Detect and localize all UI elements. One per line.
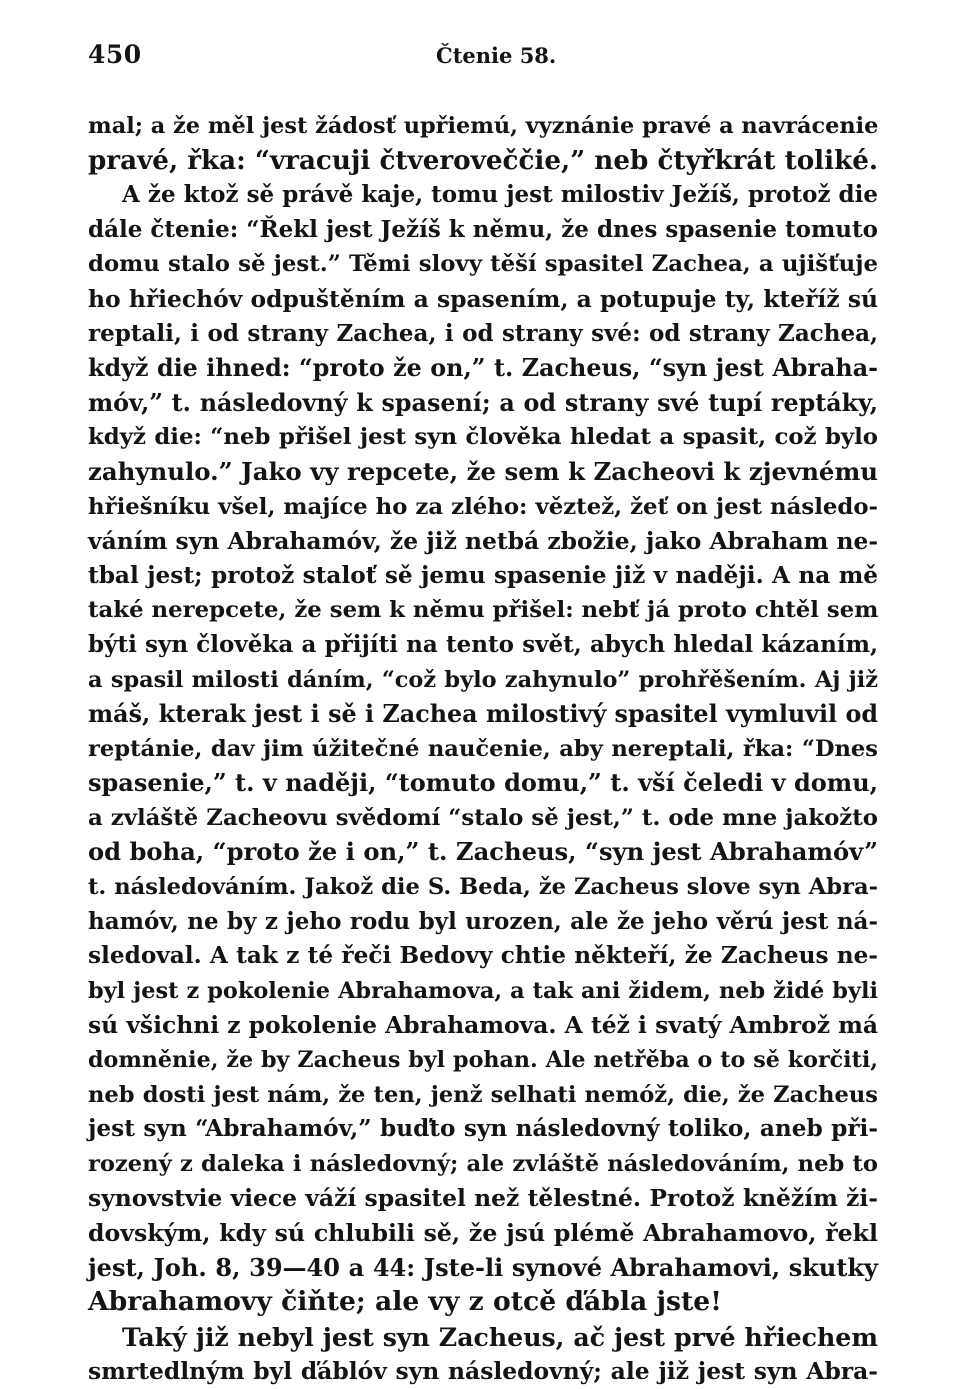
text-line: smrtedlným byl ďáblóv syn následovný; ale již jest syn Abra- <box>88 1357 878 1386</box>
text-line: hamóv, ne by z jeho rodu byl urozen, ale že jeho věrú jest ná- <box>88 907 878 935</box>
text-line: když die ihned: “proto že on,” t. Zacheus, “syn jest Abraha- <box>88 354 878 383</box>
text-line: Taký již nebyl jest syn Zacheus, ač jest prvé hřiechem <box>122 1321 878 1352</box>
text-line: synovstvie viece váží spasitel než tělestné. Protož kněžím ži- <box>88 1184 878 1213</box>
text-line: móv,” t. následovný k spasení; a od strany své tupí reptáky, <box>88 388 878 417</box>
text-line: reptánie, dav jim úžitečné naučenie, aby nereptali, řka: “Dnes <box>88 735 878 762</box>
text-line: A že ktož sě právě kaje, tomu jest milostiv Ježíš, protož die <box>122 181 878 209</box>
text-line: hřiešníku všel, majíce ho za zlého: věztež, žeť on jest následo- <box>88 493 878 520</box>
text-line: sledoval. A tak z té řeči Bedovy chtie někteří, že Zacheus ne- <box>88 942 878 970</box>
body-text <box>88 109 878 1389</box>
text-line: neb dosti jest nám, že ten, jenž selhati nemóž, die, že Zacheus <box>88 1081 878 1108</box>
text-line: zahynulo.” Jako vy repcete, že sem k Zacheovi k zjevnému <box>88 456 878 486</box>
text-line: byl jest z pokolenie Abrahamova, a tak ani židem, neb židé byli <box>88 977 878 1004</box>
text-line: když die: “neb přišel jest syn člověka hledat a spasit, což bylo <box>88 424 878 451</box>
text-line: jest syn “Abrahamóv,” buďto syn následovný toliko, aneb při- <box>88 1115 878 1143</box>
text-line: také nerepcete, že sem k němu přišel: nebť já proto chtěl sem <box>88 597 879 624</box>
text-line: a zvláště Zacheovu svědomí “stalo sě jest,” t. ode mne jakožto <box>88 804 878 831</box>
text-line: sú všichni z pokolenie Abrahamova. A též i svatý Ambrož má <box>88 1011 879 1040</box>
text-line: Abrahamovy čiňte; ale vy z otcě ďábla jste! <box>88 1286 722 1318</box>
text-line: máš, kterak jest i sě i Zachea milostivý spasitel vymluvil od <box>88 700 878 729</box>
running-head: Čtenie 58. <box>436 43 557 68</box>
text-line: t. následováním. Jakož die S. Beda, že Zacheus slove syn Abra- <box>88 874 878 901</box>
text-line: a spasil milosti dáním, “což bylo zahynulo” prohřěšením. Aj již <box>88 666 878 693</box>
page-header <box>88 40 878 80</box>
text-line: tbal jest; protož staloť sě jemu spasenie již v naději. A na mě <box>88 561 878 589</box>
text-line: mal; a že měl jest žádosť upřiemú, vyznánie pravé a navrácenie <box>88 113 879 139</box>
text-line: domněnie, že by Zacheus byl pohan. Ale netřěba o to sě korčiti, <box>88 1047 878 1074</box>
text-line: ho hřiechóv odpuštěním a spasením, a potupuje ty, kteříž sú <box>88 284 878 313</box>
text-line: jest, Joh. 8, 39—40 a 44: Jste-li synové Abrahamovi, skutky <box>88 1252 878 1282</box>
page-number: 450 <box>88 40 142 69</box>
text-line: pravé, řka: “vracuji čtveroveččie,” neb čtyřkrát toliké. <box>88 144 878 176</box>
text-line: dále čtenie: “Řekl jest Ježíš k němu, že dnes spasenie tomuto <box>88 215 878 243</box>
text-line: dovským, kdy sú chlubili sě, že jsú plémě Abrahamovo, řekl <box>88 1219 878 1247</box>
text-line: od boha, “proto že i on,” t. Zacheus, “syn jest Abrahamóv” <box>88 837 878 867</box>
text-line: domu stalo sě jest.” Těmi slovy těší spasitel Zachea, a ujišťuje <box>88 251 878 278</box>
text-line: býti syn člověka a přijíti na tento svět, abych hledal kázaním, <box>88 630 878 658</box>
text-line: reptali, i od strany Zachea, i od strany své: od strany Zachea, <box>88 319 878 347</box>
text-line: rozený z daleka i následovný; ale zvláště následováním, neb to <box>88 1150 878 1177</box>
text-line: váním syn Abrahamóv, že již netbá zbožie, jako Abraham ne- <box>88 527 879 556</box>
text-line: spasenie,” t. v naději, “tomuto domu,” t. vší čeledi v domu, <box>88 768 878 798</box>
